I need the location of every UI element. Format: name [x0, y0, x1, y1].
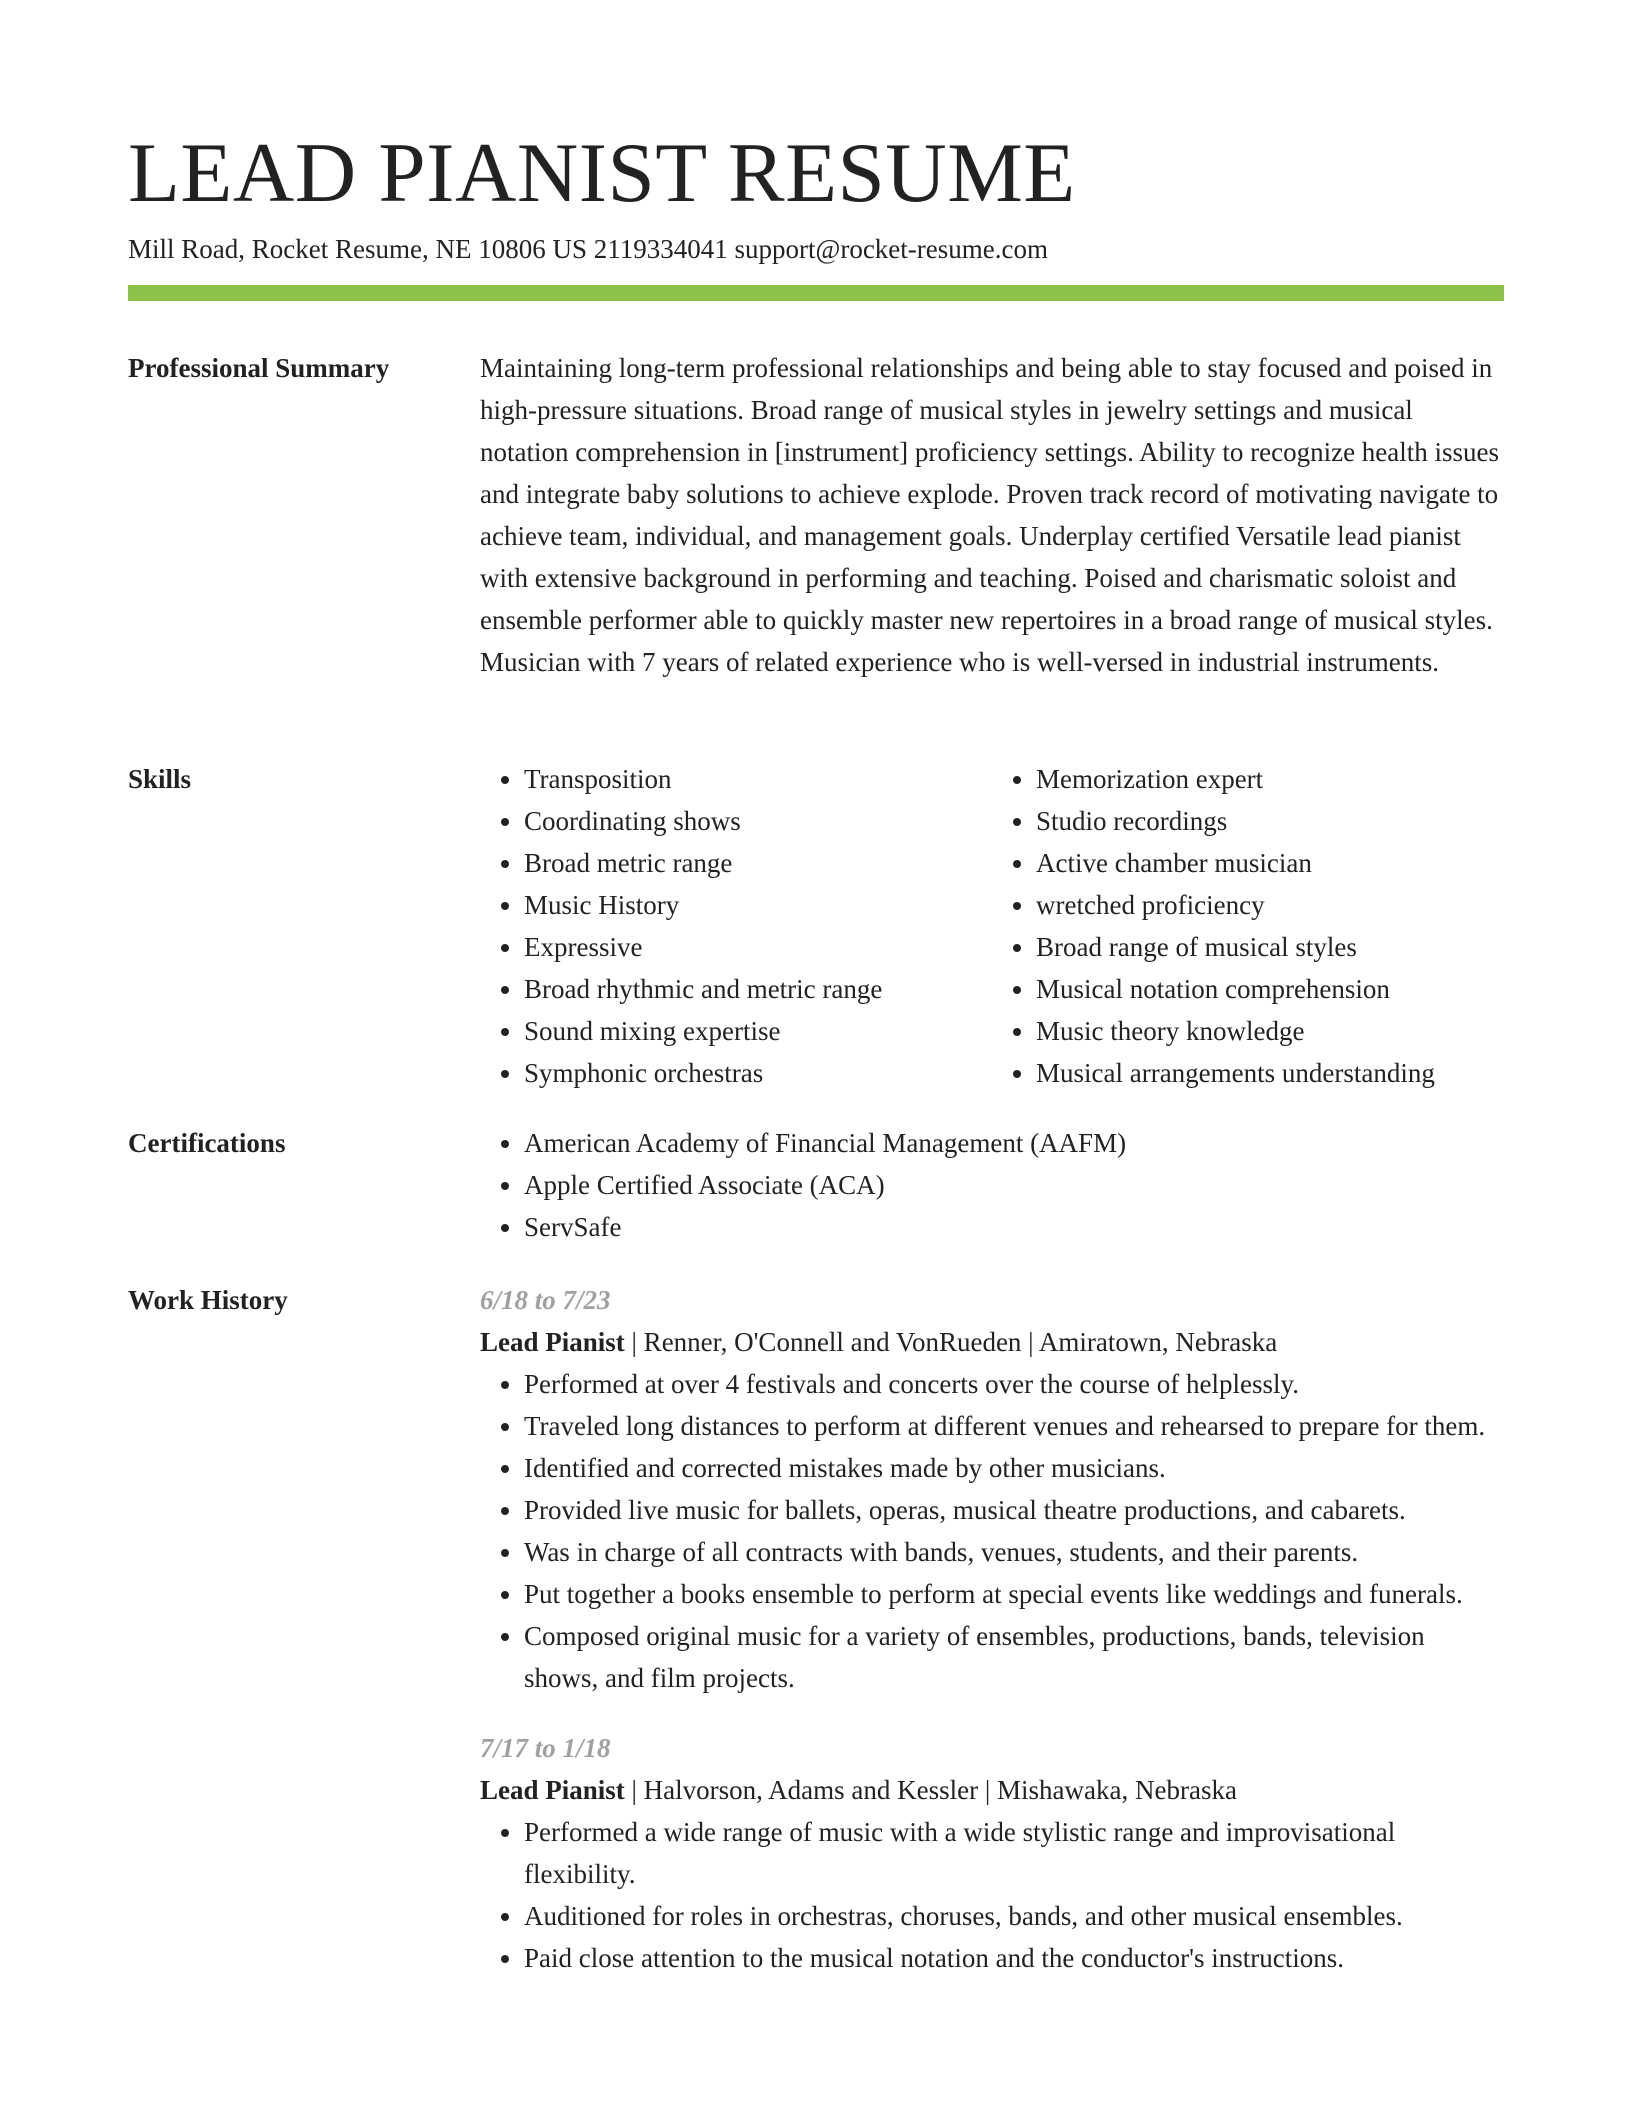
- section-label-certifications: Certifications: [128, 1128, 286, 1158]
- list-item: • Symphonic orchestras: [524, 1052, 948, 1094]
- list-item: • Active chamber musician: [1036, 842, 1460, 884]
- skills-list-right: [992, 758, 1460, 1094]
- list-item: • Music theory knowledge: [1036, 1010, 1460, 1052]
- job-entry: [480, 1727, 1504, 1979]
- list-item: • Broad metric range: [524, 842, 948, 884]
- job-employer-location: | Halvorson, Adams and Kessler | Mishawaka, Nebraska: [624, 1775, 1237, 1805]
- certifications-body: [480, 1122, 1504, 1248]
- list-item: • Composed original music for a variety of ensembles, productions, bands, television shows, and film projects.: [524, 1615, 1504, 1699]
- section-label-skills: Skills: [128, 764, 192, 794]
- job-dates: 7/17 to 1/18: [480, 1733, 611, 1763]
- job-dates: 6/18 to 7/23: [480, 1285, 611, 1315]
- list-item: • wretched proficiency: [1036, 884, 1460, 926]
- resume-title: LEAD PIANIST RESUME: [128, 126, 1076, 220]
- list-item: • Musical notation comprehension: [1036, 968, 1460, 1010]
- list-item: • Performed a wide range of music with a wide stylistic range and improvisational flexibility.: [524, 1811, 1504, 1895]
- list-item: • Traveled long distances to perform at different venues and rehearsed to prepare for them.: [524, 1405, 1504, 1447]
- list-item: • Musical arrangements understanding: [1036, 1052, 1460, 1094]
- list-item: • Performed at over 4 festivals and concerts over the course of helplessly.: [524, 1363, 1504, 1405]
- skills-body: [480, 758, 1504, 1094]
- job-entry: [480, 1279, 1504, 1699]
- list-item: • Broad rhythmic and metric range: [524, 968, 948, 1010]
- list-item: • Put together a books ensemble to perform at special events like weddings and funerals.: [524, 1573, 1504, 1615]
- list-item: • Music History: [524, 884, 948, 926]
- list-item: • Sound mixing expertise: [524, 1010, 948, 1052]
- contact-line: Mill Road, Rocket Resume, NE 10806 US 2119334041 support@rocket-resume.com: [128, 234, 1048, 264]
- summary-body: [480, 347, 1504, 683]
- list-item: • Provided live music for ballets, operas, musical theatre productions, and cabarets.: [524, 1489, 1504, 1531]
- job-heading: [480, 1769, 1504, 1811]
- summary-text: Maintaining long-term professional relationships and being able to stay focused and poised in high-pressure situations. Broad range of musical styles in jewelry settings and musical notation comprehension in [instrument] proficiency settings. Ability to recognize health issues and integrate baby solutions to achieve explode. Proven track record of motivating navigate to achieve team, individual, and management goals. Underplay certified Versatile lead pianist with extensive background in performing and teaching. Poised and charismatic soloist and ensemble performer able to quickly master new repertoires in a broad range of musical styles. Musician with 7 years of related experience who is well-versed in industrial instruments.: [480, 353, 1500, 677]
- list-item: • Memorization expert: [1036, 758, 1460, 800]
- section-label-work-history: Work History: [128, 1285, 288, 1315]
- list-item: • ServSafe: [524, 1206, 1504, 1248]
- job-title: Lead Pianist: [480, 1327, 625, 1357]
- certifications-list: [480, 1122, 1504, 1248]
- job-title: Lead Pianist: [480, 1775, 625, 1805]
- list-item: • Transposition: [524, 758, 948, 800]
- job-employer-location: | Renner, O'Connell and VonRueden | Amiratown, Nebraska: [624, 1327, 1278, 1357]
- list-item: • Broad range of musical styles: [1036, 926, 1460, 968]
- list-item: • American Academy of Financial Management (AAFM): [524, 1122, 1504, 1164]
- job-heading: [480, 1321, 1504, 1363]
- accent-divider: [128, 285, 1504, 301]
- job-bullets: [480, 1811, 1504, 1979]
- work-history-body: [480, 1279, 1504, 2007]
- skills-list-left: [480, 758, 948, 1094]
- list-item: • Apple Certified Associate (ACA): [524, 1164, 1504, 1206]
- job-bullets: [480, 1363, 1504, 1699]
- list-item: • Auditioned for roles in orchestras, choruses, bands, and other musical ensembles.: [524, 1895, 1504, 1937]
- section-label-summary: Professional Summary: [128, 353, 390, 383]
- list-item: • Paid close attention to the musical notation and the conductor's instructions.: [524, 1937, 1504, 1979]
- skills-columns: [480, 758, 1504, 1094]
- list-item: • Identified and corrected mistakes made by other musicians.: [524, 1447, 1504, 1489]
- list-item: • Coordinating shows: [524, 800, 948, 842]
- list-item: • Studio recordings: [1036, 800, 1460, 842]
- list-item: • Expressive: [524, 926, 948, 968]
- list-item: • Was in charge of all contracts with bands, venues, students, and their parents.: [524, 1531, 1504, 1573]
